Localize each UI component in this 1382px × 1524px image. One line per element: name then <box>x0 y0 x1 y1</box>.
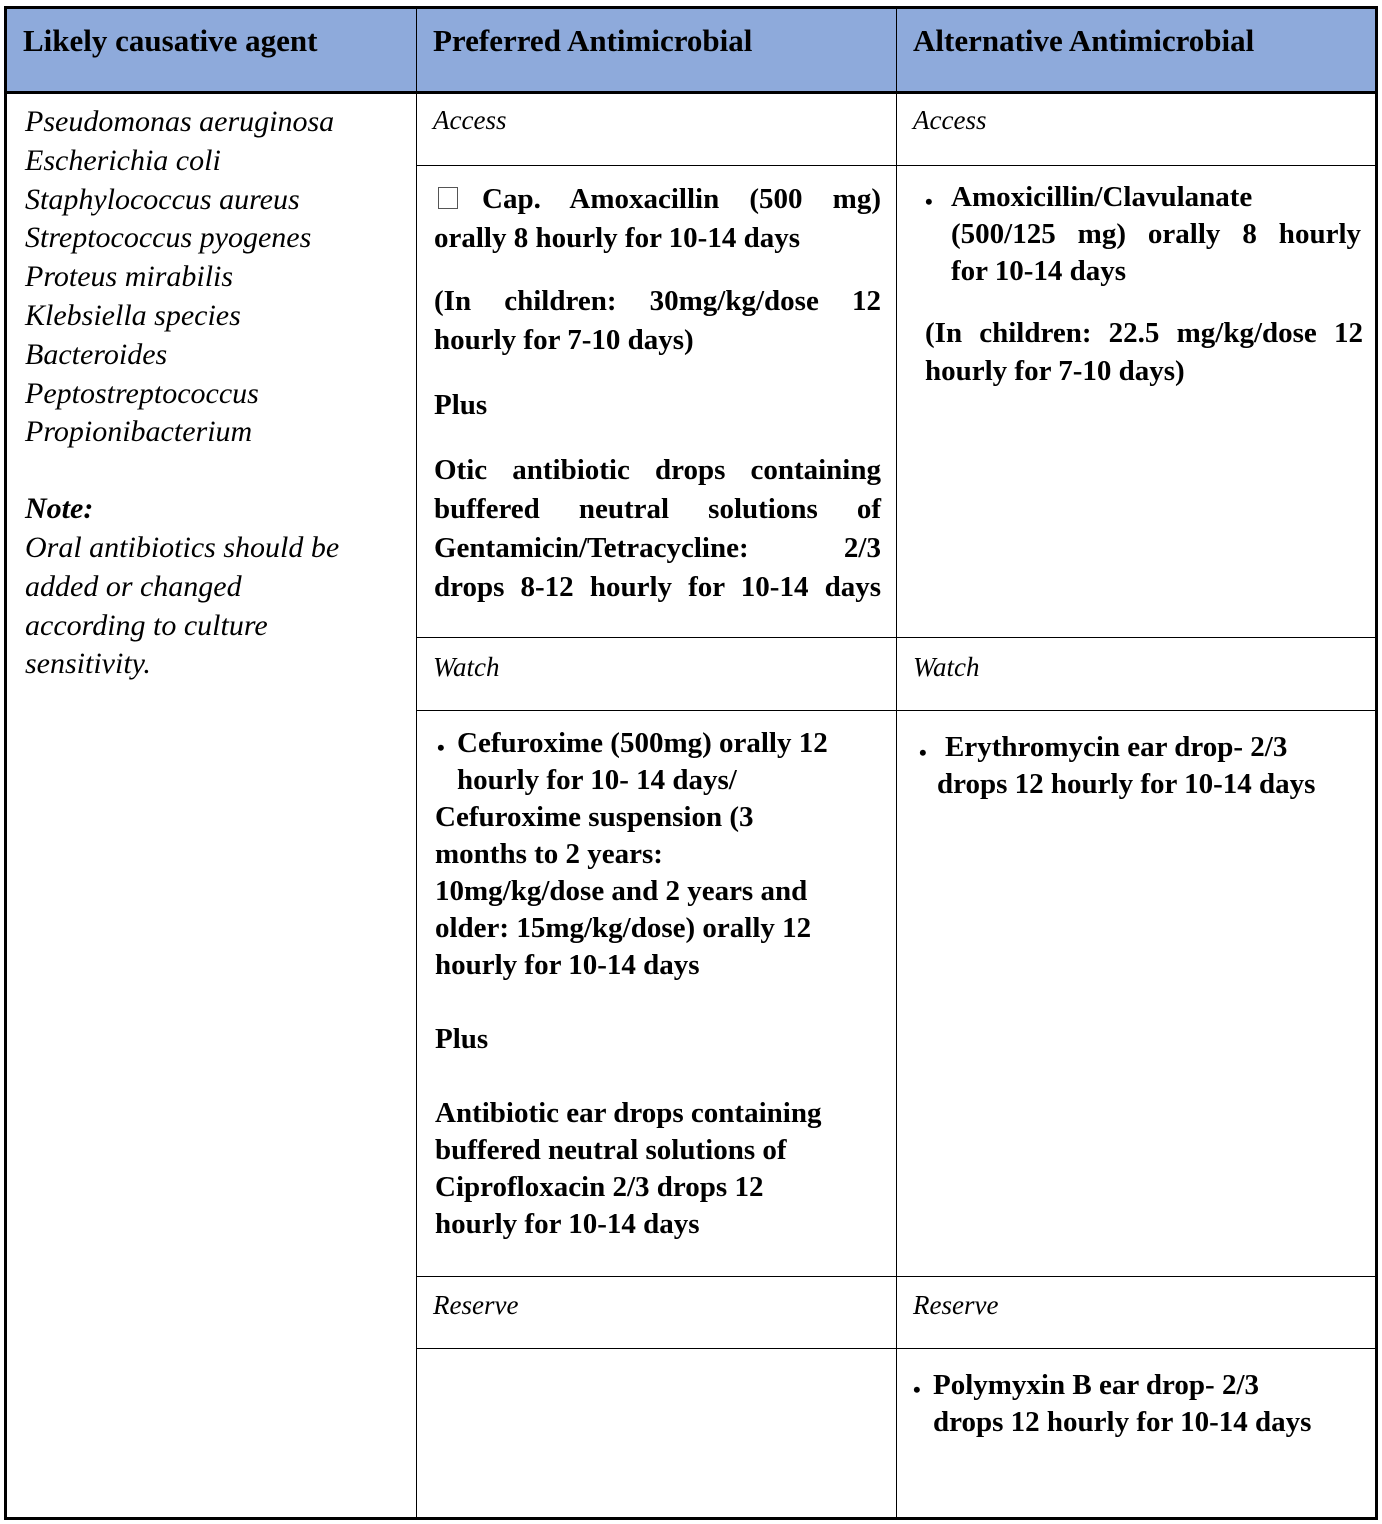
bullet-icon: • <box>913 1377 921 1402</box>
access-preferred-otic-3: Gentamicin/Tetracycline: 2/3 <box>434 532 881 564</box>
access-preferred-children-2: hourly for 7-10 days) <box>434 324 694 356</box>
tag-access-preferred: Access <box>433 105 507 135</box>
watch-preferred-l3: Cefuroxime suspension (3 <box>435 801 754 833</box>
bullet-icon: • <box>437 735 445 760</box>
agent-item: Propionibacterium <box>25 415 253 449</box>
access-preferred-children-1: (In children: 30mg/kg/dose 12 <box>434 285 881 317</box>
agent-item: Bacteroides <box>25 337 168 371</box>
access-alternative-line1: Amoxicillin/Clavulanate <box>951 181 1253 213</box>
access-alternative-line3: for 10-14 days <box>951 255 1127 287</box>
watch-preferred-l6: older: 15mg/kg/dose) orally 12 <box>435 912 812 944</box>
agent-item: Peptostreptococcus <box>25 376 259 410</box>
watch-alternative-line2: drops 12 hourly for 10-14 days <box>937 768 1316 800</box>
column-divider-1 <box>416 9 417 1517</box>
access-preferred-plus: Plus <box>434 389 488 421</box>
access-preferred-otic-1: Otic antibiotic drops containing <box>434 454 881 486</box>
agent-item: Staphylococcus aureus <box>25 182 300 216</box>
watch-alternative-line1: Erythromycin ear drop- 2/3 <box>945 731 1288 763</box>
header-alternative: Alternative Antimicrobial <box>913 23 1255 58</box>
access-preferred-line1: Cap. Amoxacillin (500 mg) <box>482 183 881 215</box>
access-alternative-regimen <box>951 179 1361 290</box>
watch-preferred-l1: Cefuroxime (500mg) orally 12 <box>457 727 828 759</box>
watch-preferred-regimen <box>435 799 885 1243</box>
note-line: according to culture <box>25 608 268 642</box>
tag-watch-alternative: Watch <box>913 652 980 682</box>
watch-preferred-e4: hourly for 10-14 days <box>435 1208 700 1240</box>
watch-preferred-l4: months to 2 years: <box>435 838 663 870</box>
access-preferred-line2: orally 8 hourly for 10-14 days <box>434 222 800 254</box>
watch-preferred-e1: Antibiotic ear drops containing <box>435 1097 822 1129</box>
header-preferred: Preferred Antimicrobial <box>433 23 753 58</box>
watch-preferred-l5: 10mg/kg/dose and 2 years and <box>435 875 808 907</box>
note-title: Note: <box>25 492 94 526</box>
causative-agents-list <box>25 103 415 684</box>
agent-item: Streptococcus pyogenes <box>25 221 312 255</box>
access-alternative-children-1: (In children: 22.5 mg/kg/dose 12 <box>925 317 1363 349</box>
watch-preferred-e2: buffered neutral solutions of <box>435 1134 787 1166</box>
watch-preferred-plus: Plus <box>435 1023 489 1055</box>
watch-preferred-l2: hourly for 10- 14 days/ <box>457 764 737 796</box>
agent-item: Escherichia coli <box>25 143 221 177</box>
bullet-icon: • <box>925 189 933 214</box>
tag-access-alternative: Access <box>913 105 987 135</box>
watch-preferred-e3: Ciprofloxacin 2/3 drops 12 <box>435 1171 764 1203</box>
tag-reserve-alternative: Reserve <box>913 1290 999 1320</box>
row-divider-watch <box>417 710 1375 711</box>
bullet-icon: • <box>919 740 927 765</box>
agent-item: Klebsiella species <box>25 298 241 332</box>
access-preferred-regimen <box>434 180 881 607</box>
reserve-alternative-l2: drops 12 hourly for 10-14 days <box>933 1406 1312 1438</box>
reserve-alternative-regimen <box>933 1367 1363 1441</box>
row-divider-reserve <box>417 1348 1375 1349</box>
reserve-alternative-l1: Polymyxin B ear drop- 2/3 <box>933 1369 1259 1401</box>
watch-preferred-line1 <box>457 725 887 799</box>
watch-preferred-l7: hourly for 10-14 days <box>435 949 700 981</box>
access-alternative-children-2: hourly for 7-10 days) <box>925 355 1185 387</box>
access-alternative-line2: (500/125 mg) orally 8 hourly <box>951 218 1361 250</box>
note-line: Oral antibiotics should be <box>25 530 340 564</box>
column-divider-2 <box>896 9 897 1517</box>
row-divider-reserve-tag <box>417 1276 1375 1277</box>
row-divider-watch-tag <box>417 637 1375 638</box>
access-preferred-otic-2: buffered neutral solutions of <box>434 493 881 525</box>
table-header <box>7 9 1375 94</box>
checkbox-icon <box>438 187 458 209</box>
access-preferred-otic-4: drops 8-12 hourly for 10-14 days <box>434 571 881 603</box>
row-divider-access <box>417 165 1375 166</box>
access-alternative-children <box>925 314 1363 390</box>
tag-watch-preferred: Watch <box>433 652 500 682</box>
agent-item: Proteus mirabilis <box>25 260 234 294</box>
note-line: sensitivity. <box>25 647 151 681</box>
antimicrobial-table <box>4 6 1378 1520</box>
tag-reserve-preferred: Reserve <box>433 1290 519 1320</box>
agent-item: Pseudomonas aeruginosa <box>25 105 335 138</box>
note-line: added or changed <box>25 569 242 603</box>
header-causative-agent: Likely causative agent <box>23 23 318 58</box>
